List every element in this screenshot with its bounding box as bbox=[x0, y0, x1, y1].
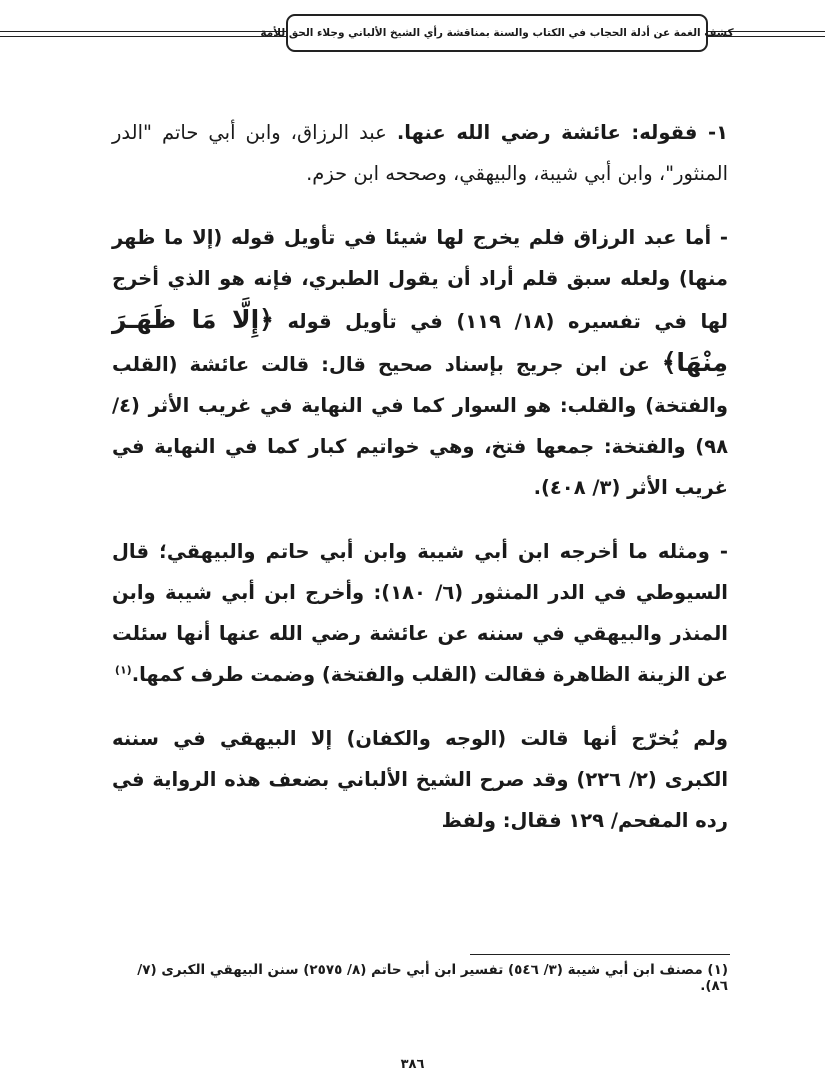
paragraph-3 bbox=[112, 531, 728, 695]
header-rule-left-bottom bbox=[0, 36, 286, 37]
footnote-reference[interactable]: (١) bbox=[114, 663, 132, 677]
running-header bbox=[260, 14, 734, 52]
page-number: ٣٨٦ bbox=[400, 1057, 425, 1072]
paragraph-2-text-a: - أما عبد الرزاق فلم يخرج لها شيئا في تأويل قوله (إلا ما ظهر منها) ولعله سبق قلم أراد أن يقول الطبري، فإنه هو الذي أخرج لها في تفسيره (١٨/ ١١٩) في تأويل قوله bbox=[112, 226, 729, 333]
quran-quote: ﴿إِلَّا مَا ظَهَـرَ مِنْهَا﴾ bbox=[112, 305, 728, 377]
paragraph-1 bbox=[112, 112, 728, 194]
paragraph-1-lead: ١- فقوله: عائشة رضي الله عنها. bbox=[396, 121, 728, 144]
running-header-title: كشف الغمة عن أدلة الحجاب في الكتاب والسنة بمناقشة رأي الشيخ الألباني وجلاء الحق للأمة bbox=[260, 27, 734, 39]
page-body bbox=[112, 112, 728, 864]
paragraph-3-text: - ومثله ما أخرجه ابن أبي شيبة وابن أبي حاتم والبيهقي؛ قال السيوطي في الدر المنثور (٦/ ١٨٠): وأخرج ابن أبي شيبة وابن المنذر والبيهقي في سننه عن عائشة رضي الله عنها أنها سئلت عن الزينة الظاهرة فقالت (القلب والفتخة) وضمت طرف كمها. bbox=[112, 540, 728, 686]
paragraph-2-text-b: عن ابن جريج بإسناد صحيح قال: قالت عائشة (القلب والفتخة) والقلب: هو السوار كما في النهاية في غريب الأثر (٤/ ٩٨) والفتخة: جمعها فتخ، وهي خواتيم كبار كما في النهاية في غريب الأثر (٣/ ٤٠٨). bbox=[112, 353, 728, 499]
paragraph-4 bbox=[112, 718, 728, 841]
footnote: (١) مصنف ابن أبي شيبة (٣/ ٥٤٦) تفسير ابن أبي حاتم (٨/ ٢٥٧٥) سنن البيهقي الكبرى (٧/ ٨٦). bbox=[137, 962, 728, 994]
paragraph-4-text: ولم يُخرّج أنها قالت (الوجه والكفان) إلا البيهقي في سننه الكبرى (٢/ ٢٢٦) وقد صرح الشيخ الألباني بضعف هذه الرواية في رده المفحم/ ١٢٩ فقال: ولفظ bbox=[112, 727, 728, 832]
header-rule-left-top bbox=[0, 31, 286, 32]
paragraph-1-text: عبد الرزاق، وابن أبي حاتم "الدر المنثور"، وابن أبي شيبة، والبيهقي، وصححه ابن حزم. bbox=[112, 121, 728, 185]
paragraph-2 bbox=[112, 217, 728, 508]
footnote-separator bbox=[470, 954, 730, 955]
